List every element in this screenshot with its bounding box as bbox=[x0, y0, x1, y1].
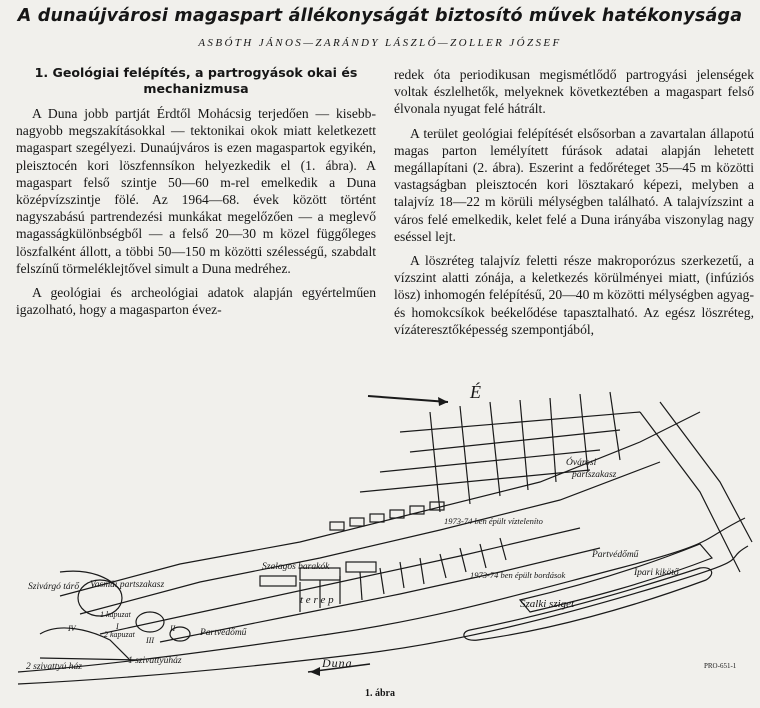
paragraph: A terület geológiai felépítését elsősorban a zavartalan állapotú magas parton lemélyített fúrások adatai alapján lehetett megállapítani (2. ábra). Eszerint a fedőréteget 35—45 m közötti vastagságban pleisztocén kori lösztakaró képezi, melyben a talajvíz 18—22 m körüli mélységben található. A talajvízszint a város felé emelkedik, kelet felé a Duna irányába viszonylag nagy eséssel lejt. bbox=[394, 125, 754, 244]
label-ipari-kikoto: Ipari kikötő bbox=[634, 568, 679, 578]
label-duna: Duna bbox=[322, 656, 353, 670]
label-ovarosi: Óvárosi bbox=[566, 458, 597, 468]
label-roman-4: IV bbox=[68, 624, 76, 633]
paragraph: A geológiai és archeológiai adatok alapján egyértelműen igazolható, hogy a magasparton évez- bbox=[16, 285, 376, 318]
article-title: A dunaújvárosi magaspart állékonyságát biztosító művek hatékonysága bbox=[17, 6, 743, 26]
label-roman-3: III bbox=[146, 636, 154, 645]
label-ovarosi-2: partszakasz bbox=[572, 470, 617, 480]
figure-caption: 1. ábra bbox=[365, 688, 395, 699]
figure-reference: PRO-651-1 bbox=[704, 662, 737, 670]
left-column bbox=[16, 63, 376, 325]
label-terep: t e r e p bbox=[300, 594, 334, 606]
label-partvedomu-right: Partvédőmű bbox=[592, 550, 639, 560]
label-drain-top: 1973-74 ben épült vízteleníto bbox=[444, 516, 543, 526]
label-roman-1: I bbox=[116, 622, 119, 631]
label-kapuzat-1: 1 kapuzat bbox=[100, 610, 131, 619]
label-szalki-sziget: Szalki sziget bbox=[520, 598, 575, 610]
label-roman-2: II bbox=[170, 624, 176, 633]
label-szivargo-taro: Szivárgó tárő bbox=[28, 582, 80, 592]
site-map-drawing bbox=[0, 372, 760, 690]
paragraph: redek óta periodikusan megismétlődő partrogyási jelenségek voltak észlelhetők, melyeknek következtében a magaspart felső élvonala nyugat felé hátrált. bbox=[394, 67, 754, 117]
label-pumphouse-2: 2 szivattyú ház bbox=[26, 662, 82, 672]
label-szalagos-barakok: Szalagos barakók bbox=[262, 562, 330, 572]
article-authors: ASBÓTH JÁNOS—ZARÁNDY LÁSZLÓ—ZOLLER JÓZSEF bbox=[198, 37, 562, 49]
section-heading: 1. Geológiai felépítés, a partrogyások okai és mechanizmusa bbox=[34, 65, 358, 96]
label-drain-bottom: 1973-74 ben épült bordások bbox=[470, 570, 566, 580]
paragraph: A löszréteg talajvíz feletti része makroporózus szerkezetű, a vízszint alatti zónája, a keletkezés körülményei miatt, (infúziós lösz) inhomogén felépítésű, 20—40 m közötti mélységben agyag- és homokcsíkok beékelődése tapasztalható. Az egész löszréteg, vízáteresztőképesség szempontjából, bbox=[394, 253, 754, 337]
north-arrow bbox=[368, 396, 448, 402]
right-column bbox=[394, 66, 754, 345]
river-bank bbox=[18, 518, 745, 672]
paragraph: A Duna jobb partját Érdtől Mohácsig terjedően — kisebb-nagyobb megszakításokkal — tektonikai okok miatt keletkezett magaspart szegélyezi. Dunaújváros is ezen magaspartok egyikén, pleisztocén kori löszfennsíkon helyezkedik el (1. ábra). A magaspart felső szintje 50—60 m-rel emelkedik a Duna középvízszintje fölé. Az 1964—68. évek között történt nagyszabású partrendezési munkákat megelőzően — a meglevő magasságkülönbségből — a felső 20—30 m közel függőleges löszfalként állott, a többi 50—150 m közötti szélességű, szabdalt felszínű törmeléklejtővel simult a Duna medréhez. bbox=[16, 106, 376, 276]
label-partvedomu-left: Partvédőmű bbox=[200, 628, 247, 638]
label-vasmui: Vasmüi partszakasz bbox=[90, 580, 165, 590]
label-kapuzat-2: 2 kapuzat bbox=[104, 630, 135, 639]
site-map-figure bbox=[0, 372, 760, 690]
north-label: É bbox=[470, 382, 481, 402]
label-pumphouse-1: 1 szivattyúház bbox=[128, 656, 182, 666]
